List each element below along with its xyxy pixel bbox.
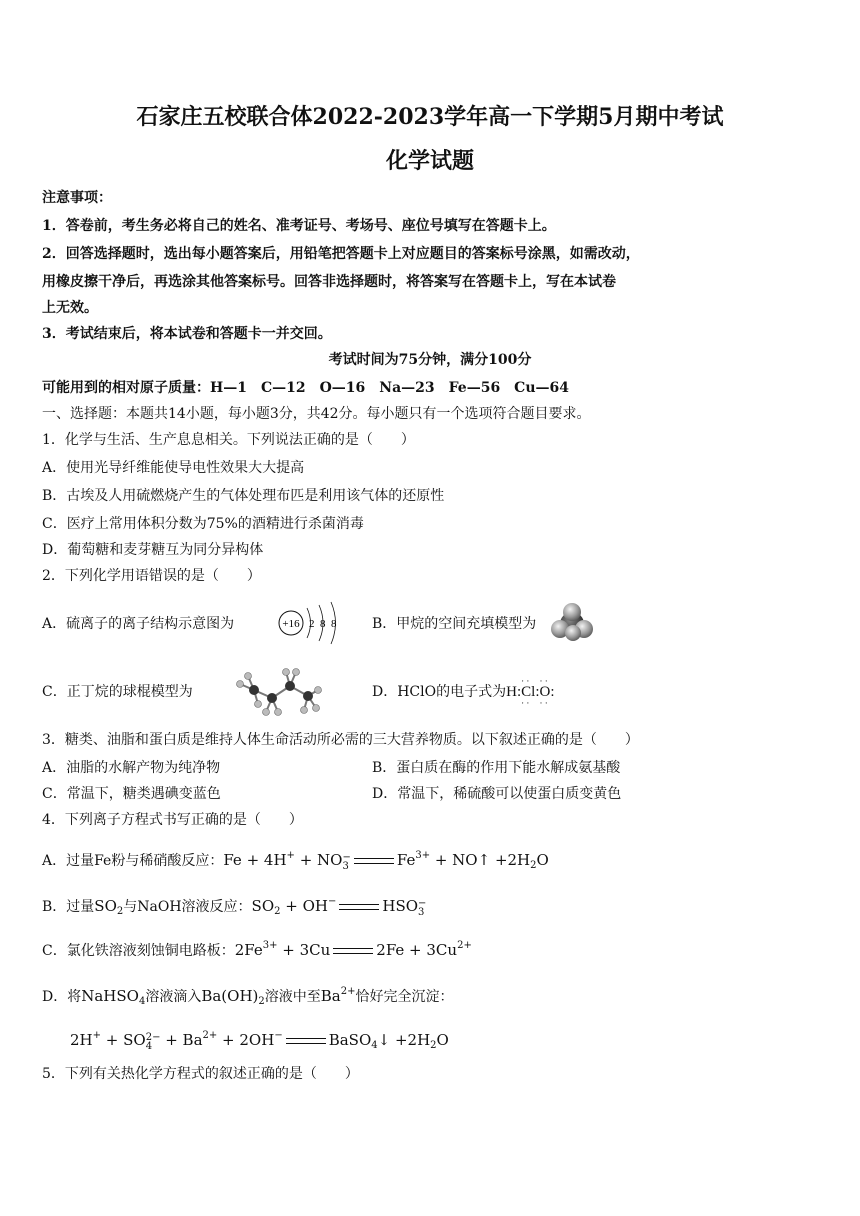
sulfide-ion-diagram bbox=[276, 600, 348, 646]
notice-item-2: 2．回答选择题时，选出每小题答案后，用铅笔把答题卡上对应题目的答案标号涂黑，如需改动， bbox=[42, 246, 640, 262]
notice-item-3: 3．考试结束后，将本试卷和答题卡一并交回。 bbox=[42, 326, 332, 342]
notice-item-1: 1．答卷前，考生务必将自己的姓名、准考证号、考场号、座位号填写在答题卡上。 bbox=[42, 218, 556, 234]
notice-item-2-end: 上无效。 bbox=[42, 300, 98, 316]
q2-option-d bbox=[372, 682, 555, 702]
atomic-mass: 可能用到的相对原子质量：H—1 C—12 O—16 Na—23 Fe—56 Cu—64 bbox=[42, 380, 569, 396]
exam-subject: 化学试题 bbox=[385, 148, 474, 174]
q1-option-a: A．使用光导纤维能使导电性效果大大提高 bbox=[42, 460, 305, 476]
section-heading: 一、选择题：本题共14小题，每小题3分，共42分。每小题只有一个选项符合题目要求。 bbox=[42, 406, 591, 422]
q2-option-c: C．正丁烷的球棍模型为 bbox=[42, 684, 193, 700]
q1-option-d: D．葡萄糖和麦芽糖互为同分异构体 bbox=[42, 542, 264, 558]
q2-option-d-label: D．HClO的电子式为 bbox=[372, 684, 507, 700]
q2-option-a bbox=[42, 614, 234, 634]
q1-option-c: C．医疗上常用体积分数为75%的酒精进行杀菌消毒 bbox=[42, 516, 364, 532]
q3-option-c: C．常温下，糖类遇碘变蓝色 bbox=[42, 786, 221, 802]
q2-stem: 2．下列化学用语错误的是（ ） bbox=[42, 568, 261, 584]
hclo-electron-formula: H:· · Cl · ·:· · O · ·: bbox=[506, 684, 554, 700]
q3-stem: 3．糖类、油脂和蛋白质是维持人体生命活动所必需的三大营养物质。以下叙述正确的是（ ） bbox=[42, 732, 639, 748]
q1-option-b: B．古埃及人用硫燃烧产生的气体处理布匹是利用该气体的还原性 bbox=[42, 488, 445, 504]
butane-ball-stick-model bbox=[232, 664, 324, 720]
exam-title: 石家庄五校联合体2022-2023学年高一下学期5月期中考试 bbox=[136, 104, 724, 130]
q5-stem: 5．下列有关热化学方程式的叙述正确的是（ ） bbox=[42, 1066, 359, 1082]
notice-heading: 注意事项： bbox=[42, 190, 112, 206]
nucleus-charge: +16 bbox=[282, 618, 300, 630]
q4-option-c: C．氯化铁溶液刻蚀铜电路板：$2Fe^{3+} + 3Cu$ $2Fe + 3Cu^{2+}$ bbox=[42, 940, 472, 959]
q4-option-d-equation: 2H+ + SO 2− 4 + $Ba^{2+} + 2OH^-$ BaSO$_4$↓ $+2H_2O$ bbox=[70, 1030, 449, 1052]
q3-option-b: B．蛋白质在酶的作用下能水解成氨基酸 bbox=[372, 760, 621, 776]
shell-1-electrons: 2 bbox=[309, 618, 315, 630]
exam-time: 考试时间为75分钟，满分100分 bbox=[328, 352, 532, 368]
q4-stem: 4．下列离子方程式书写正确的是（ ） bbox=[42, 812, 303, 828]
q2-option-a-label: A．硫离子的离子结构示意图为 bbox=[42, 616, 235, 632]
q2-option-b: B．甲烷的空间充填模型为 bbox=[372, 616, 537, 632]
methane-space-filling-model bbox=[550, 602, 596, 642]
q4-option-d: D．将NaHSO$_4$溶液滴入$Ba(OH)_2$溶液中至$Ba^{2+}$恰好完全沉淀： bbox=[42, 986, 454, 1007]
shell-2-electrons: 8 bbox=[320, 618, 326, 630]
shell-3-electrons: 8 bbox=[331, 618, 337, 630]
q3-option-a: A．油脂的水解产物为纯净物 bbox=[42, 760, 221, 776]
q4-option-a: A．过量Fe粉与稀硝酸反应：Fe + 4H+ + NO − 3 $Fe^{3+}$ + NO↑ $+2H_2O$ bbox=[42, 850, 549, 872]
q1-stem: 1．化学与生活、生产息息相关。下列说法正确的是（ ） bbox=[42, 432, 415, 448]
notice-item-2-cont: 用橡皮擦干净后，再选涂其他答案标号。回答非选择题时，将答案写在答题卡上，写在本试卷 bbox=[42, 274, 616, 290]
q3-option-d: D．常温下，稀硫酸可以使蛋白质变黄色 bbox=[372, 786, 622, 802]
q4-option-b: B．过量$SO_2$与NaOH溶液反应：$SO_2 + OH^-$ HSO − 3 bbox=[42, 896, 427, 918]
